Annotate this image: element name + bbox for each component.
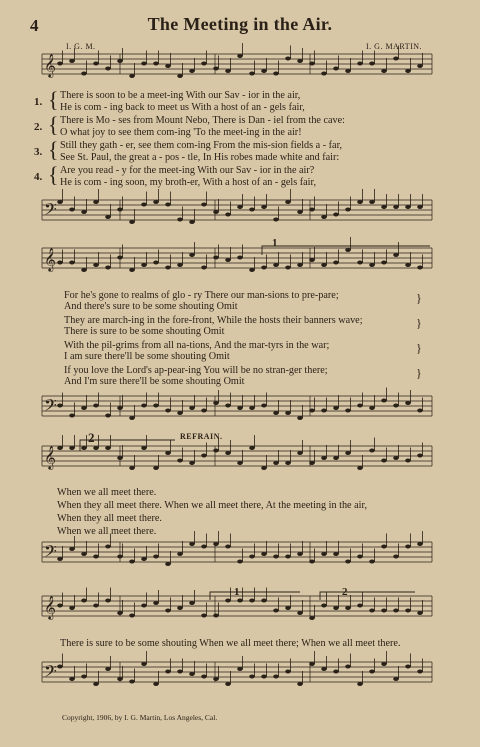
note-head xyxy=(225,69,231,73)
note-head xyxy=(237,205,243,209)
note-head xyxy=(81,406,87,410)
refrain-line: When they all meet there. When we all meet there, At the meeting in the air, xyxy=(57,500,368,511)
note-head xyxy=(153,261,159,265)
note-head xyxy=(345,248,351,252)
note-head xyxy=(117,256,123,260)
note-head xyxy=(309,258,315,262)
verse-line: Still they gath - er, see them com-ing From the mis-sion fields a - far, xyxy=(60,140,343,151)
note-head xyxy=(57,665,63,669)
note-head xyxy=(249,555,255,559)
note-head xyxy=(57,446,63,450)
note-head xyxy=(345,665,351,669)
note-head xyxy=(69,261,75,265)
note-head xyxy=(285,200,291,204)
note-head xyxy=(333,670,339,674)
note-head xyxy=(213,614,219,618)
note-head xyxy=(333,406,339,410)
note-head xyxy=(417,64,423,68)
note-head xyxy=(321,215,327,219)
note-head xyxy=(93,263,99,267)
note-head xyxy=(129,466,135,470)
note-head xyxy=(129,268,135,272)
note-head xyxy=(213,677,219,681)
note-head xyxy=(189,220,195,224)
note-head xyxy=(249,599,255,603)
note-head xyxy=(357,261,363,265)
note-head xyxy=(93,200,99,204)
note-head xyxy=(141,62,147,66)
note-head xyxy=(345,208,351,212)
note-head xyxy=(297,59,303,63)
note-head xyxy=(105,545,111,549)
note-head xyxy=(393,57,399,61)
note-head xyxy=(381,545,387,549)
note-head xyxy=(261,466,267,470)
note-head xyxy=(405,545,411,549)
verse-line: And there's sure to be some shouting Omit xyxy=(64,301,238,312)
note-head xyxy=(333,261,339,265)
note-head xyxy=(345,451,351,455)
note-head xyxy=(141,446,147,450)
note-head xyxy=(381,662,387,666)
note-head xyxy=(309,461,315,465)
volta-2-label: 2 xyxy=(88,430,95,445)
verse-line: They are march-ing in the fore-front, While the hosts their banners wave; xyxy=(64,315,363,326)
note-head xyxy=(57,604,63,608)
note-head xyxy=(165,609,171,613)
note-head xyxy=(165,562,171,566)
copyright-notice: Copyright, 1906, by I. G. Martin, Los Angeles, Cal. xyxy=(62,713,218,722)
note-head xyxy=(273,263,279,267)
note-head xyxy=(141,203,147,207)
note-head xyxy=(177,411,183,415)
note-head xyxy=(297,552,303,556)
clef-icon: 𝄞 xyxy=(44,595,56,619)
refrain-line: When they all meet there. xyxy=(57,513,162,524)
note-head xyxy=(93,555,99,559)
note-head xyxy=(189,406,195,410)
note-head xyxy=(309,62,315,66)
note-head xyxy=(81,72,87,76)
note-head xyxy=(141,557,147,561)
note-head xyxy=(129,74,135,78)
note-head xyxy=(417,409,423,413)
note-head xyxy=(357,466,363,470)
note-head xyxy=(201,203,207,207)
note-head xyxy=(309,662,315,666)
note-head xyxy=(69,59,75,63)
note-head xyxy=(321,604,327,608)
note-head xyxy=(393,555,399,559)
note-head xyxy=(261,205,267,209)
note-head xyxy=(309,208,315,212)
note-head xyxy=(357,555,363,559)
page-number: 4 xyxy=(30,16,39,35)
note-head xyxy=(237,667,243,671)
note-head xyxy=(237,560,243,564)
note-head xyxy=(405,205,411,209)
note-head xyxy=(225,682,231,686)
note-head xyxy=(249,675,255,679)
note-head xyxy=(285,57,291,61)
brace: } xyxy=(416,291,422,305)
note-head xyxy=(357,62,363,66)
note-head xyxy=(285,461,291,465)
note-head xyxy=(57,261,63,265)
note-head xyxy=(273,411,279,415)
note-head xyxy=(153,200,159,204)
note-head xyxy=(225,258,231,262)
note-head xyxy=(333,552,339,556)
note-head xyxy=(249,72,255,76)
note-head xyxy=(213,256,219,260)
note-head xyxy=(249,406,255,410)
note-head xyxy=(417,611,423,615)
note-head xyxy=(273,609,279,613)
verse-number: 1. xyxy=(34,96,43,108)
note-head xyxy=(81,675,87,679)
note-head xyxy=(369,670,375,674)
note-head xyxy=(189,461,195,465)
note-head xyxy=(93,404,99,408)
note-head xyxy=(117,611,123,615)
brace: { xyxy=(48,112,59,137)
note-head xyxy=(93,682,99,686)
note-head xyxy=(129,220,135,224)
note-head xyxy=(201,675,207,679)
verse-line: There is soon to be a meet-ing With our Sav - ior in the air, xyxy=(60,90,301,101)
note-head xyxy=(369,263,375,267)
verse-line: There is Mo - ses from Mount Nebo, There is Dan - iel from the cave: xyxy=(60,115,345,126)
verse-line: I am sure there'll be some shouting Omit xyxy=(64,351,230,362)
note-head xyxy=(141,263,147,267)
note-head xyxy=(117,555,123,559)
note-head xyxy=(393,456,399,460)
note-head xyxy=(213,449,219,453)
note-head xyxy=(405,401,411,405)
note-head xyxy=(69,414,75,418)
note-head xyxy=(141,604,147,608)
note-head xyxy=(405,459,411,463)
note-head xyxy=(117,677,123,681)
note-head xyxy=(201,454,207,458)
brace: { xyxy=(48,87,59,112)
note-head xyxy=(393,404,399,408)
note-head xyxy=(225,213,231,217)
note-head xyxy=(297,263,303,267)
note-head xyxy=(201,266,207,270)
note-head xyxy=(357,200,363,204)
note-head xyxy=(117,456,123,460)
note-head xyxy=(201,545,207,549)
note-head xyxy=(333,67,339,71)
note-head xyxy=(393,205,399,209)
note-head xyxy=(177,552,183,556)
note-head xyxy=(117,59,123,63)
clef-icon: 𝄞 xyxy=(44,445,56,469)
note-head xyxy=(285,555,291,559)
note-head xyxy=(261,69,267,73)
note-head xyxy=(357,682,363,686)
note-head xyxy=(249,268,255,272)
note-head xyxy=(297,451,303,455)
note-head xyxy=(321,72,327,76)
note-head xyxy=(417,542,423,546)
note-head xyxy=(213,401,219,405)
clef-icon: 𝄢 xyxy=(44,395,57,419)
note-head xyxy=(177,459,183,463)
note-head xyxy=(345,560,351,564)
note-head xyxy=(177,263,183,267)
verse-line: With the pil-grims from all na-tions, And the mar-tyrs in the war; xyxy=(64,340,330,351)
verse-line: If you love the Lord's ap-pear-ing You will be no stran-ger there; xyxy=(64,365,328,376)
note-head xyxy=(357,404,363,408)
note-head xyxy=(81,446,87,450)
verse-line: He is com - ing back to meet us With a host of an - gels fair, xyxy=(60,102,305,113)
verse-number: 4. xyxy=(34,171,43,183)
note-head xyxy=(105,266,111,270)
note-head xyxy=(225,599,231,603)
note-head xyxy=(177,74,183,78)
note-head xyxy=(417,266,423,270)
note-head xyxy=(405,263,411,267)
note-head xyxy=(237,256,243,260)
note-head xyxy=(381,69,387,73)
verse-line: See St. Paul, the great a - pos - tle, In His robes made white and fair: xyxy=(60,152,340,163)
note-head xyxy=(381,609,387,613)
note-head xyxy=(297,416,303,420)
clef-icon: 𝄢 xyxy=(44,199,57,223)
note-head xyxy=(237,599,243,603)
note-head xyxy=(201,614,207,618)
note-head xyxy=(69,446,75,450)
refrain-line: When we all meet there. xyxy=(57,526,157,537)
note-head xyxy=(153,601,159,605)
note-head xyxy=(285,266,291,270)
note-head xyxy=(129,416,135,420)
note-head xyxy=(285,606,291,610)
note-head xyxy=(333,606,339,610)
verse-number: 2. xyxy=(34,121,43,133)
note-head xyxy=(57,200,63,204)
note-head xyxy=(81,210,87,214)
note-head xyxy=(273,675,279,679)
note-head xyxy=(381,399,387,403)
note-head xyxy=(417,454,423,458)
refrain-label: REFRAIN. xyxy=(180,432,223,441)
note-head xyxy=(81,552,87,556)
note-head xyxy=(369,560,375,564)
brace: } xyxy=(416,341,422,355)
note-head xyxy=(381,205,387,209)
note-head xyxy=(69,547,75,551)
note-head xyxy=(165,670,171,674)
note-head xyxy=(321,667,327,671)
composer-label: I. G. MARTIN. xyxy=(366,42,423,51)
note-head xyxy=(369,200,375,204)
clef-icon: 𝄞 xyxy=(44,247,56,271)
note-head xyxy=(93,446,99,450)
note-head xyxy=(153,682,159,686)
note-head xyxy=(57,404,63,408)
note-head xyxy=(333,456,339,460)
note-head xyxy=(357,604,363,608)
note-head xyxy=(177,218,183,222)
note-head xyxy=(381,459,387,463)
brace: } xyxy=(416,316,422,330)
note-head xyxy=(105,414,111,418)
note-head xyxy=(189,542,195,546)
note-head xyxy=(261,266,267,270)
note-head xyxy=(309,409,315,413)
note-head xyxy=(249,208,255,212)
note-head xyxy=(189,253,195,257)
note-head xyxy=(225,404,231,408)
meter-label: I. G. M. xyxy=(66,42,96,51)
note-head xyxy=(93,604,99,608)
note-head xyxy=(321,456,327,460)
note-head xyxy=(153,466,159,470)
note-head xyxy=(165,203,171,207)
note-head xyxy=(393,677,399,681)
note-head xyxy=(321,552,327,556)
note-head xyxy=(165,266,171,270)
note-head xyxy=(381,261,387,265)
note-head xyxy=(57,557,63,561)
note-head xyxy=(321,409,327,413)
note-head xyxy=(333,213,339,217)
note-head xyxy=(417,205,423,209)
note-head xyxy=(309,560,315,564)
note-head xyxy=(273,555,279,559)
note-head xyxy=(345,409,351,413)
note-head xyxy=(189,672,195,676)
note-head xyxy=(129,560,135,564)
note-head xyxy=(345,606,351,610)
final-line: There is sure to be some shouting When we all meet there; When we all meet there. xyxy=(60,638,401,649)
note-head xyxy=(237,54,243,58)
note-head xyxy=(93,62,99,66)
brace: { xyxy=(48,162,59,187)
verse-line: O what joy to see them com-ing 'To the meet-ing in the air! xyxy=(60,127,302,138)
clef-icon: 𝄢 xyxy=(44,661,57,685)
note-head xyxy=(405,665,411,669)
note-head xyxy=(261,404,267,408)
note-head xyxy=(405,609,411,613)
note-head xyxy=(297,611,303,615)
note-head xyxy=(285,411,291,415)
note-head xyxy=(405,69,411,73)
hymn-title: The Meeting in the Air. xyxy=(147,14,333,34)
note-head xyxy=(201,62,207,66)
verse-line: And I'm sure there'll be some shouting Omit xyxy=(64,376,245,387)
verse-line: There is sure to be some shouting Omit xyxy=(64,326,225,337)
note-head xyxy=(81,599,87,603)
note-head xyxy=(297,210,303,214)
note-head xyxy=(105,215,111,219)
note-head xyxy=(69,606,75,610)
note-head xyxy=(189,69,195,73)
note-head xyxy=(213,542,219,546)
note-head xyxy=(69,677,75,681)
brace: { xyxy=(48,137,59,162)
note-head xyxy=(309,616,315,620)
note-head xyxy=(105,446,111,450)
note-head xyxy=(237,461,243,465)
volta-1-label: 1 xyxy=(272,237,278,249)
note-head xyxy=(261,675,267,679)
note-head xyxy=(213,210,219,214)
note-head xyxy=(177,606,183,610)
note-head xyxy=(213,67,219,71)
note-head xyxy=(369,449,375,453)
volta-1b-label: 1 xyxy=(234,586,240,598)
note-head xyxy=(261,552,267,556)
note-head xyxy=(225,545,231,549)
note-head xyxy=(165,409,171,413)
note-head xyxy=(177,670,183,674)
note-head xyxy=(417,670,423,674)
note-head xyxy=(321,263,327,267)
note-head xyxy=(165,64,171,68)
note-head xyxy=(369,609,375,613)
note-head xyxy=(117,406,123,410)
note-head xyxy=(129,614,135,618)
refrain-line: When we all meet there. xyxy=(57,487,157,498)
note-head xyxy=(189,601,195,605)
note-head xyxy=(273,461,279,465)
note-head xyxy=(297,682,303,686)
note-head xyxy=(81,268,87,272)
volta-2b-label: 2 xyxy=(342,586,348,598)
note-head xyxy=(153,62,159,66)
verse-line: Are you read - y for the meet-ing With our Sav - ior in the air? xyxy=(60,165,315,176)
verse-line: He is com - ing soon, my broth-er, With a host of an - gels fair, xyxy=(60,177,317,188)
note-head xyxy=(237,406,243,410)
note-head xyxy=(105,599,111,603)
note-head xyxy=(345,69,351,73)
note-head xyxy=(69,208,75,212)
note-head xyxy=(273,72,279,76)
note-head xyxy=(285,670,291,674)
note-head xyxy=(57,62,63,66)
note-head xyxy=(165,451,171,455)
note-head xyxy=(105,667,111,671)
note-head xyxy=(393,253,399,257)
brace: } xyxy=(416,366,422,380)
note-head xyxy=(201,409,207,413)
clef-icon: 𝄞 xyxy=(44,53,56,77)
note-head xyxy=(129,680,135,684)
note-head xyxy=(369,62,375,66)
note-head xyxy=(105,67,111,71)
verse-line: For he's gone to realms of glo - ry There our man-sions to pre-pare; xyxy=(64,290,339,301)
note-head xyxy=(273,218,279,222)
clef-icon: 𝄢 xyxy=(44,541,57,565)
note-head xyxy=(261,599,267,603)
note-head xyxy=(225,451,231,455)
note-head xyxy=(117,208,123,212)
note-head xyxy=(249,446,255,450)
verse-number: 3. xyxy=(34,146,43,158)
note-head xyxy=(153,404,159,408)
note-head xyxy=(153,555,159,559)
note-head xyxy=(141,404,147,408)
note-head xyxy=(369,406,375,410)
note-head xyxy=(141,662,147,666)
note-head xyxy=(393,609,399,613)
